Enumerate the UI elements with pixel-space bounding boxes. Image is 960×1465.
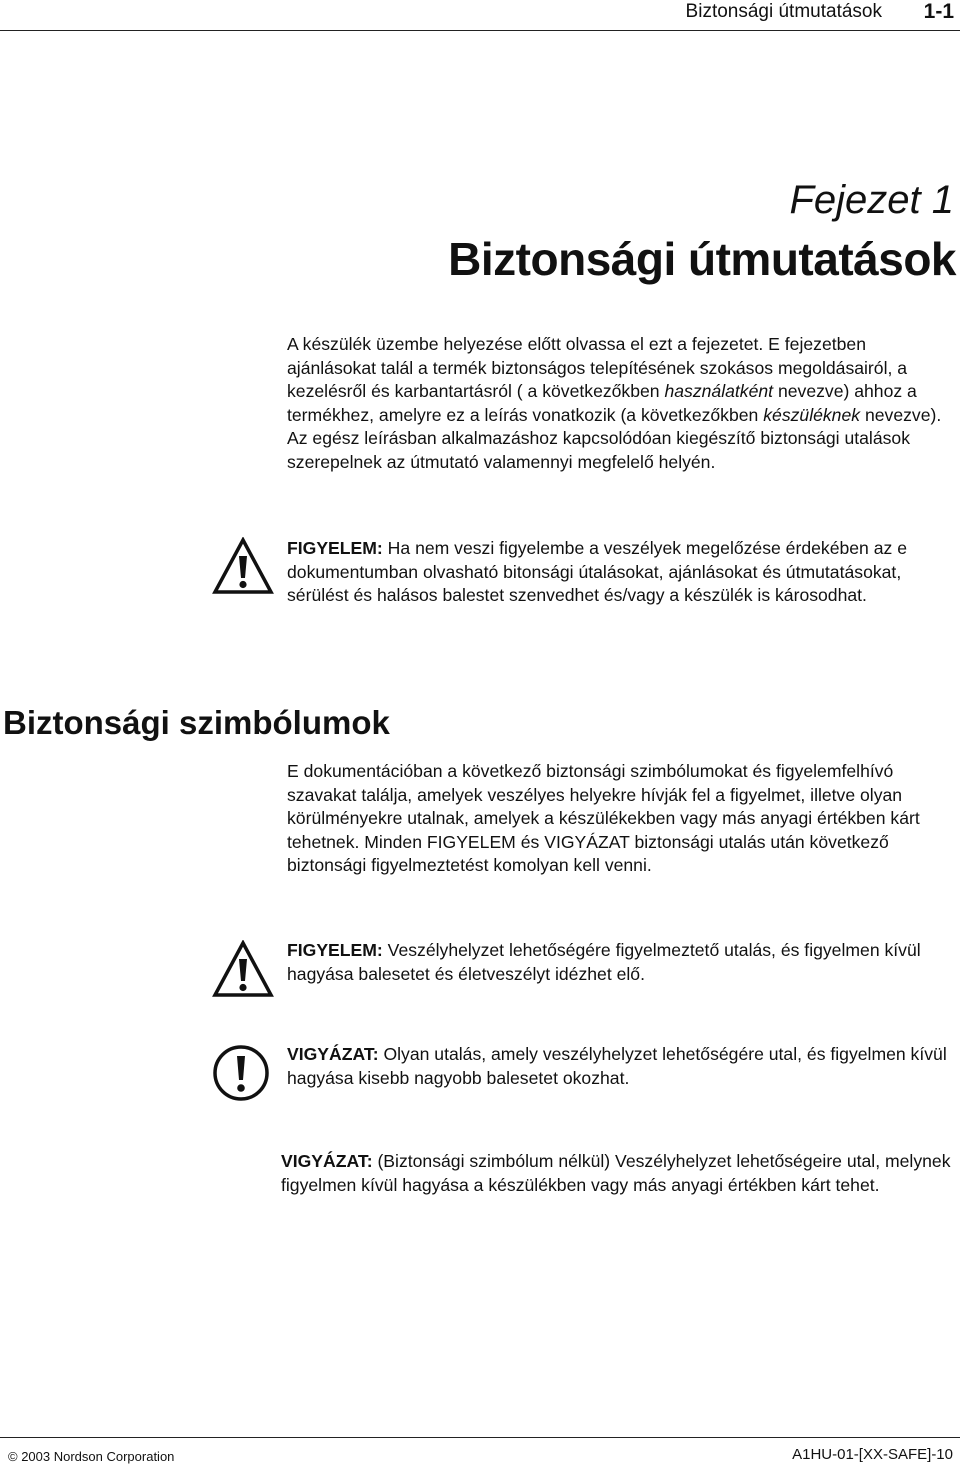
- caution-circle-icon: [212, 1044, 270, 1102]
- caution-text: (Biztonsági szimbólum nélkül) Veszélyhelyzet lehetőségeire utal, melynek figyelmen kívül hagyása a készülékben vagy más anyagi értékben kárt tehet.: [281, 1151, 951, 1195]
- intro-italic-1: használatként: [664, 381, 774, 401]
- warning-text: Ha nem veszi figyelembe a veszélyek megelőzése érdekében az e dokumentumban olvasható bitonsági útalásokat, ajánlásokat és útmutatásokat, sérülést és halásos balestet szenvedhet és/vagy a készülék is károsodhat.: [287, 538, 907, 605]
- warning-label: FIGYELEM:: [287, 538, 383, 558]
- caution-label: VIGYÁZAT:: [281, 1151, 373, 1171]
- header-divider: [0, 30, 960, 31]
- page-number: 1-1: [923, 0, 954, 23]
- chapter-label: Fejezet 1: [789, 178, 954, 222]
- symbols-word-warning: FIGYELEM: [426, 831, 516, 852]
- footer-divider: [0, 1437, 960, 1438]
- caution-label: VIGYÁZAT:: [287, 1044, 379, 1064]
- warning-triangle-icon: [212, 940, 274, 998]
- symbols-word-caution: VIGYÁZAT: [544, 831, 630, 852]
- footer-document-code: A1HU-01-[XX-SAFE]-10: [792, 1446, 953, 1463]
- intro-paragraph: [287, 333, 957, 474]
- warning-notice-2: [287, 939, 957, 986]
- warning-notice-1: [287, 537, 957, 608]
- intro-text-1: A készülék üzembe helyezése előtt olvassa el ezt a fejezetet. E fejezetben ajánlásokat talál a termék biztonságos telepítésének szokásos megoldásairól, a kezelésről és karbantartásról ( a következőkben: [287, 334, 908, 401]
- symbols-text-1: E dokumentációban a következő biztonsági szimbólumokat és figyelemfelhívó szavakat találja, amelyek veszélyes helyekre hívják fel a figyelmet, illetve olyan körülményekre utalnak, amelyek a készülékekben vagy más anyagi értékben kárt tehetnek. Minden: [287, 761, 920, 852]
- running-header-title: Biztonsági útmutatások: [685, 1, 882, 22]
- symbols-text-3: biztonsági utalás után következő biztonsági figyelmeztetést komolyan kell venni.: [287, 831, 889, 875]
- footer-copyright: © 2003 Nordson Corporation: [8, 1449, 175, 1464]
- intro-text-2: nevezve) ahhoz a termékhez, amelyre ez a leírás vonatkozik (a következőkben: [287, 381, 917, 425]
- caution-notice-2: [281, 1150, 957, 1197]
- caution-text: Olyan utalás, amely veszélyhelyzet lehetőségére utal, és figyelmen kívül hagyása kisebb nagyobb balesetet okozhat.: [287, 1044, 947, 1088]
- warning-triangle-icon: [212, 537, 274, 595]
- caution-notice-1: [287, 1043, 957, 1090]
- intro-italic-2: készüléknek: [763, 404, 861, 425]
- warning-label: FIGYELEM:: [287, 940, 383, 960]
- intro-text-3: nevezve). Az egész leírásban alkalmazáshoz kapcsolódóan kiegészítő biztonsági utalások szerepelnek az útmutató valamennyi megfelelő helyén.: [287, 404, 942, 472]
- chapter-title: Biztonsági útmutatások: [448, 233, 956, 285]
- symbols-text-2: és: [515, 831, 545, 852]
- warning-text: Veszélyhelyzet lehetőségére figyelmeztető utalás, és figyelmen kívül hagyása balesetet és életveszélyt idézhet elő.: [287, 940, 921, 984]
- section-title: Biztonsági szimbólumok: [3, 704, 390, 741]
- symbols-paragraph: [287, 760, 957, 878]
